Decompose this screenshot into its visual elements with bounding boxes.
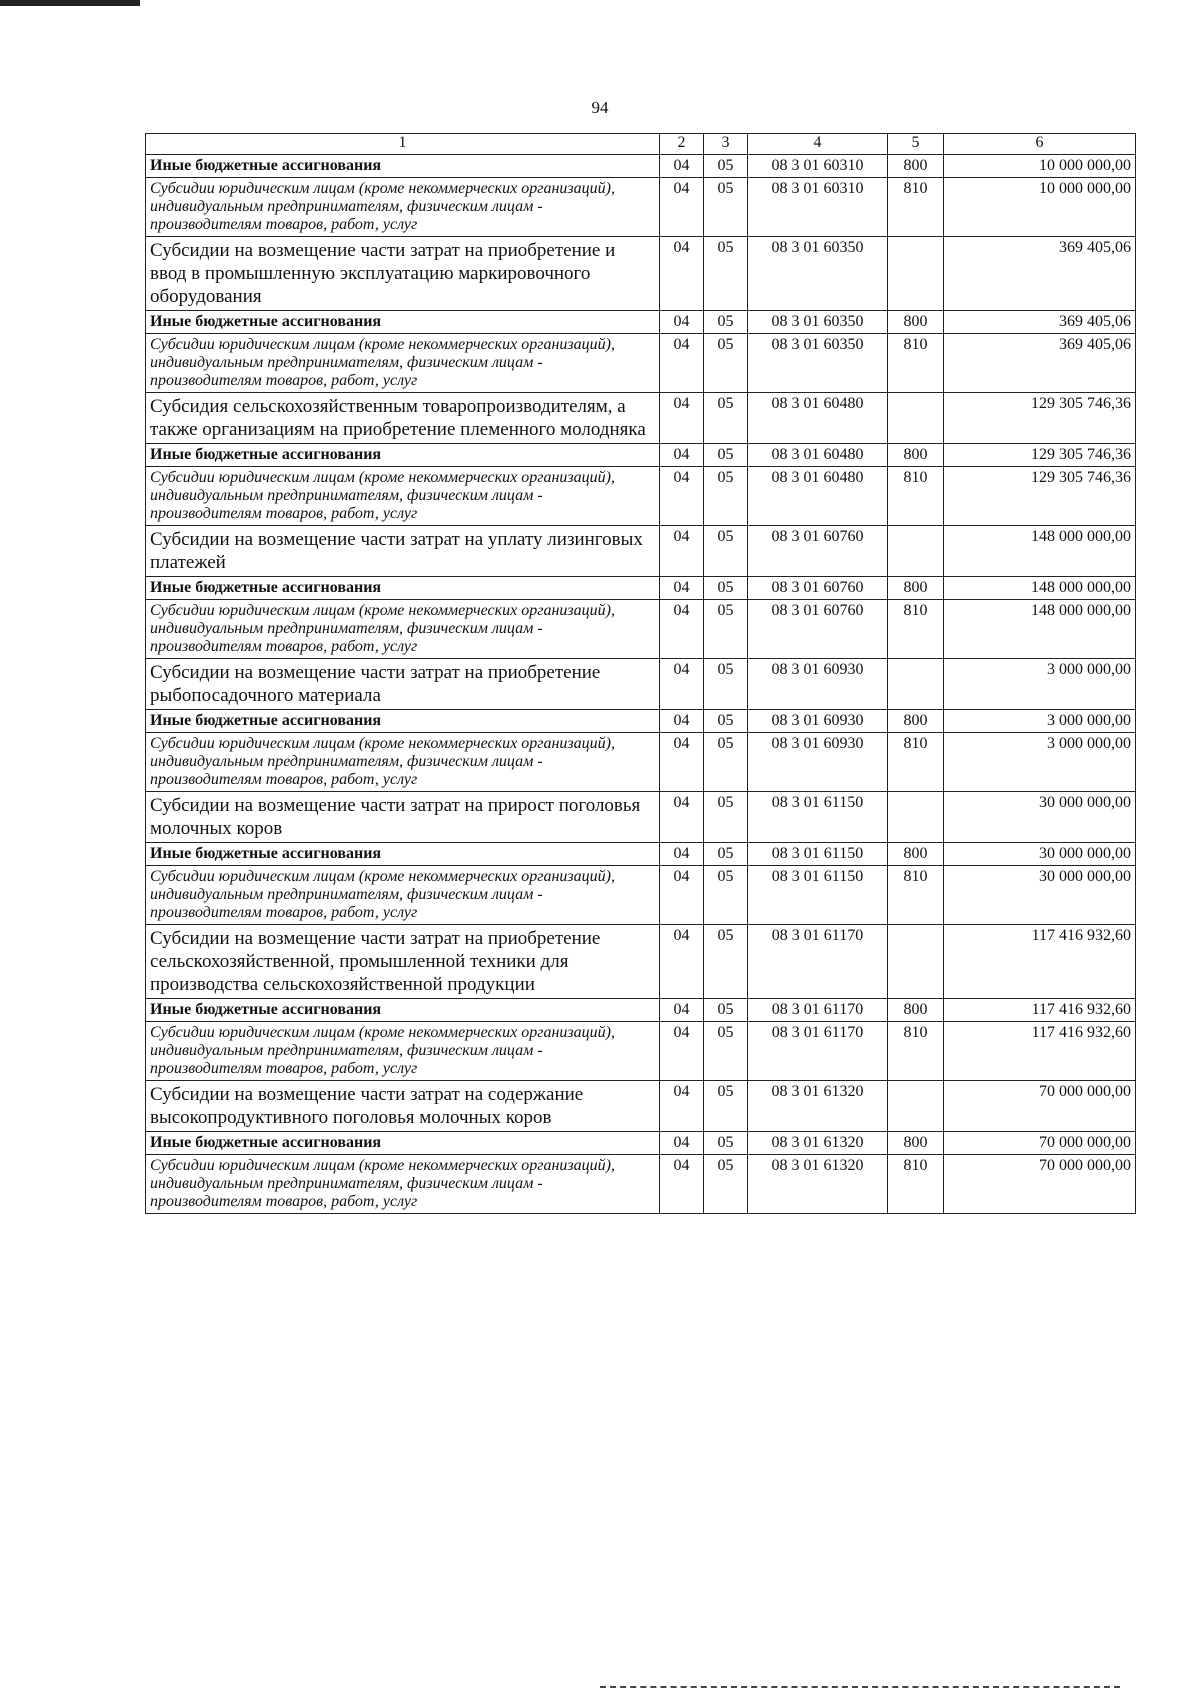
cell-pr: 05 [704,1022,748,1081]
cell-sum: 369 405,06 [944,311,1136,334]
cell-vr: 810 [888,733,944,792]
table-row [146,733,1136,792]
table-row [146,334,1136,393]
cell-rz: 04 [660,311,704,334]
cell-pr: 05 [704,311,748,334]
cell-rz: 04 [660,659,704,710]
cell-vr: 810 [888,1022,944,1081]
cell-sum: 148 000 000,00 [944,577,1136,600]
cell-sum: 117 416 932,60 [944,925,1136,999]
cell-sum: 70 000 000,00 [944,1081,1136,1132]
cell-pr: 05 [704,843,748,866]
cell-csr: 08 3 01 61320 [748,1155,888,1214]
cell-pr: 05 [704,467,748,526]
table-row [146,237,1136,311]
cell-csr: 08 3 01 60760 [748,577,888,600]
table-row [146,600,1136,659]
cell-name: Иные бюджетные ассигнования [146,1132,660,1155]
cell-rz: 04 [660,733,704,792]
cell-rz: 04 [660,710,704,733]
cell-sum: 70 000 000,00 [944,1155,1136,1214]
cell-csr: 08 3 01 60350 [748,311,888,334]
cell-pr: 05 [704,444,748,467]
cell-rz: 04 [660,792,704,843]
cell-pr: 05 [704,526,748,577]
table-row [146,1081,1136,1132]
cell-rz: 04 [660,577,704,600]
cell-pr: 05 [704,710,748,733]
cell-sum: 3 000 000,00 [944,710,1136,733]
table-row [146,311,1136,334]
cell-pr: 05 [704,792,748,843]
cell-name: Субсидия сельскохозяйственным товаропроизводителям, а также организациям на приобретение племенного молодняка [146,393,660,444]
header-cell: 2 [660,134,704,155]
cell-csr: 08 3 01 61150 [748,792,888,843]
cell-csr: 08 3 01 60760 [748,526,888,577]
cell-vr [888,659,944,710]
cell-rz: 04 [660,444,704,467]
budget-table [145,133,1136,1214]
cell-sum: 148 000 000,00 [944,600,1136,659]
header-cell: 1 [146,134,660,155]
cell-pr: 05 [704,577,748,600]
header-cell: 6 [944,134,1136,155]
cell-rz: 04 [660,600,704,659]
cell-name: Субсидии юридическим лицам (кроме некоммерческих организаций), индивидуальным предпринимателям, физическим лицам - производителям товаров, работ, услуг [146,600,660,659]
cell-csr: 08 3 01 60480 [748,467,888,526]
cell-pr: 05 [704,925,748,999]
cell-csr: 08 3 01 61320 [748,1132,888,1155]
cell-csr: 08 3 01 60930 [748,659,888,710]
scan-bottom-mark [600,1686,1120,1688]
cell-csr: 08 3 01 61320 [748,1081,888,1132]
cell-pr: 05 [704,600,748,659]
cell-sum: 10 000 000,00 [944,155,1136,178]
cell-name: Субсидии юридическим лицам (кроме некоммерческих организаций), индивидуальным предпринимателям, физическим лицам - производителям товаров, работ, услуг [146,1022,660,1081]
cell-name: Субсидии юридическим лицам (кроме некоммерческих организаций), индивидуальным предпринимателям, физическим лицам - производителям товаров, работ, услуг [146,467,660,526]
table-row [146,155,1136,178]
header-cell: 5 [888,134,944,155]
table-row [146,792,1136,843]
cell-vr: 810 [888,600,944,659]
cell-csr: 08 3 01 60350 [748,334,888,393]
cell-name: Субсидии юридическим лицам (кроме некоммерческих организаций), индивидуальным предпринимателям, физическим лицам - производителям товаров, работ, услуг [146,1155,660,1214]
cell-name: Иные бюджетные ассигнования [146,155,660,178]
cell-rz: 04 [660,393,704,444]
cell-pr: 05 [704,1081,748,1132]
cell-rz: 04 [660,237,704,311]
cell-name: Иные бюджетные ассигнования [146,444,660,467]
cell-name: Субсидии на возмещение части затрат на приобретение рыбопосадочного материала [146,659,660,710]
table-row [146,1132,1136,1155]
table-row [146,526,1136,577]
header-cell: 3 [704,134,748,155]
cell-vr: 810 [888,467,944,526]
cell-rz: 04 [660,999,704,1022]
cell-rz: 04 [660,1081,704,1132]
cell-name: Субсидии на возмещение части затрат на приобретение и ввод в промышленную эксплуатацию маркировочного оборудования [146,237,660,311]
cell-sum: 129 305 746,36 [944,467,1136,526]
cell-name: Иные бюджетные ассигнования [146,710,660,733]
cell-vr [888,393,944,444]
cell-vr: 800 [888,710,944,733]
cell-vr: 800 [888,843,944,866]
cell-rz: 04 [660,1132,704,1155]
cell-name: Субсидии на возмещение части затрат на уплату лизинговых платежей [146,526,660,577]
cell-vr: 800 [888,155,944,178]
cell-pr: 05 [704,237,748,311]
cell-rz: 04 [660,526,704,577]
cell-name: Субсидии на возмещение части затрат на содержание высокопродуктивного поголовья молочных коров [146,1081,660,1132]
cell-vr: 800 [888,577,944,600]
scan-edge-mark [0,0,140,6]
cell-csr: 08 3 01 60350 [748,237,888,311]
cell-csr: 08 3 01 60310 [748,178,888,237]
cell-csr: 08 3 01 60760 [748,600,888,659]
table-row [146,659,1136,710]
table-row [146,925,1136,999]
cell-csr: 08 3 01 61170 [748,925,888,999]
cell-csr: 08 3 01 61150 [748,843,888,866]
cell-vr [888,925,944,999]
cell-csr: 08 3 01 60310 [748,155,888,178]
cell-sum: 3 000 000,00 [944,733,1136,792]
cell-rz: 04 [660,467,704,526]
cell-rz: 04 [660,155,704,178]
cell-rz: 04 [660,843,704,866]
cell-pr: 05 [704,155,748,178]
cell-sum: 30 000 000,00 [944,866,1136,925]
cell-pr: 05 [704,1155,748,1214]
cell-pr: 05 [704,178,748,237]
table-row [146,444,1136,467]
cell-vr: 800 [888,1132,944,1155]
cell-sum: 117 416 932,60 [944,999,1136,1022]
cell-name: Иные бюджетные ассигнования [146,311,660,334]
cell-sum: 3 000 000,00 [944,659,1136,710]
header-row [146,134,1136,155]
cell-pr: 05 [704,999,748,1022]
cell-rz: 04 [660,866,704,925]
table-row [146,467,1136,526]
page-number: 94 [591,98,609,117]
cell-sum: 369 405,06 [944,334,1136,393]
cell-vr: 800 [888,311,944,334]
cell-sum: 30 000 000,00 [944,792,1136,843]
cell-pr: 05 [704,659,748,710]
cell-sum: 129 305 746,36 [944,444,1136,467]
cell-rz: 04 [660,1155,704,1214]
cell-pr: 05 [704,334,748,393]
cell-vr: 810 [888,1155,944,1214]
cell-name: Субсидии на возмещение части затрат на прирост поголовья молочных коров [146,792,660,843]
cell-pr: 05 [704,393,748,444]
table-row [146,577,1136,600]
cell-name: Субсидии юридическим лицам (кроме некоммерческих организаций), индивидуальным предпринимателям, физическим лицам - производителям товаров, работ, услуг [146,733,660,792]
table-body [146,155,1136,1214]
cell-rz: 04 [660,925,704,999]
cell-name: Субсидии юридическим лицам (кроме некоммерческих организаций), индивидуальным предпринимателям, физическим лицам - производителям товаров, работ, услуг [146,334,660,393]
cell-name: Субсидии юридическим лицам (кроме некоммерческих организаций), индивидуальным предпринимателям, физическим лицам - производителям товаров, работ, услуг [146,178,660,237]
cell-pr: 05 [704,1132,748,1155]
cell-vr: 810 [888,866,944,925]
cell-csr: 08 3 01 60480 [748,444,888,467]
cell-name: Иные бюджетные ассигнования [146,577,660,600]
cell-csr: 08 3 01 60930 [748,710,888,733]
cell-csr: 08 3 01 61170 [748,999,888,1022]
cell-sum: 148 000 000,00 [944,526,1136,577]
cell-vr [888,237,944,311]
table-row [146,393,1136,444]
cell-vr: 810 [888,178,944,237]
cell-csr: 08 3 01 60930 [748,733,888,792]
cell-sum: 117 416 932,60 [944,1022,1136,1081]
cell-vr [888,1081,944,1132]
table-row [146,999,1136,1022]
cell-vr: 800 [888,999,944,1022]
cell-rz: 04 [660,178,704,237]
cell-sum: 129 305 746,36 [944,393,1136,444]
cell-csr: 08 3 01 61150 [748,866,888,925]
table-row [146,866,1136,925]
cell-sum: 30 000 000,00 [944,843,1136,866]
cell-pr: 05 [704,866,748,925]
table-row [146,843,1136,866]
cell-vr: 810 [888,334,944,393]
cell-vr [888,792,944,843]
table-row [146,1022,1136,1081]
table-row [146,178,1136,237]
cell-vr: 800 [888,444,944,467]
cell-name: Иные бюджетные ассигнования [146,843,660,866]
cell-rz: 04 [660,334,704,393]
cell-pr: 05 [704,733,748,792]
cell-name: Иные бюджетные ассигнования [146,999,660,1022]
cell-sum: 70 000 000,00 [944,1132,1136,1155]
cell-sum: 369 405,06 [944,237,1136,311]
table-row [146,710,1136,733]
cell-rz: 04 [660,1022,704,1081]
cell-vr [888,526,944,577]
cell-csr: 08 3 01 60480 [748,393,888,444]
cell-sum: 10 000 000,00 [944,178,1136,237]
header-cell: 4 [748,134,888,155]
cell-name: Субсидии юридическим лицам (кроме некоммерческих организаций), индивидуальным предпринимателям, физическим лицам - производителям товаров, работ, услуг [146,866,660,925]
cell-name: Субсидии на возмещение части затрат на приобретение сельскохозяйственной, промышленной техники для производства сельскохозяйственной продукции [146,925,660,999]
table-row [146,1155,1136,1214]
cell-csr: 08 3 01 61170 [748,1022,888,1081]
